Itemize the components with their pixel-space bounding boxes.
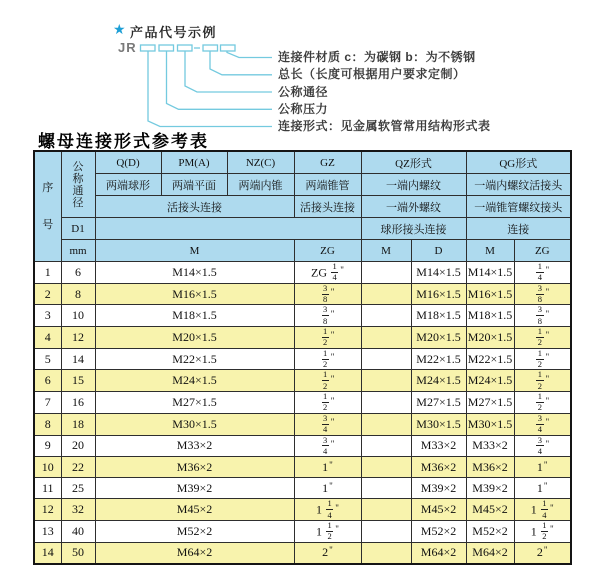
table-cell: M64×2 (466, 542, 514, 564)
table-cell: M14×1.5 (95, 262, 294, 284)
table-cell (361, 392, 411, 414)
table-cell: $\frac{3}{4}$ " (514, 413, 571, 435)
table-cell: $\frac{1}{2}$ " (294, 348, 361, 370)
table-cell: M36×2 (466, 457, 514, 478)
table-cell (361, 348, 411, 370)
header-row (34, 240, 571, 262)
table-cell: M30×1.5 (95, 413, 294, 435)
header-qg-code: QG形式 (466, 151, 571, 174)
table-cell: 1 $\frac{1}{4}$ " (514, 499, 571, 521)
header-qg-connection: 连接 (466, 218, 571, 240)
table-row (34, 262, 571, 284)
table-cell: M24×1.5 (411, 370, 466, 392)
code-box (159, 45, 174, 51)
table-row (34, 542, 571, 564)
table-cell (361, 542, 411, 564)
table-cell: M18×1.5 (411, 305, 466, 327)
table-body (34, 262, 571, 564)
diagram-heading: 产品代号示例 (130, 25, 218, 40)
table-cell: M20×1.5 (411, 327, 466, 349)
table-cell: 6 (61, 262, 95, 284)
table-cell: 1" (294, 478, 361, 499)
table-cell (361, 520, 411, 542)
table-cell: M52×2 (95, 520, 294, 542)
table-cell: 16 (61, 392, 95, 414)
table-cell: M52×2 (466, 520, 514, 542)
code-box (178, 45, 193, 51)
table-row (34, 413, 571, 435)
table-cell: 20 (61, 435, 95, 457)
table-cell: $\frac{1}{2}$ " (514, 327, 571, 349)
table-cell: M39×2 (95, 478, 294, 499)
header-qz-m: M (361, 240, 411, 262)
table-row (34, 457, 571, 478)
table-cell: M45×2 (95, 499, 294, 521)
table-cell: 14 (34, 542, 61, 564)
table-cell: M20×1.5 (95, 327, 294, 349)
table-cell: 9 (34, 435, 61, 457)
table-cell: M36×2 (95, 457, 294, 478)
table-cell: $\frac{3}{8}$ " (294, 283, 361, 305)
table-cell: $\frac{3}{4}$ " (294, 413, 361, 435)
table-cell: M16×1.5 (466, 283, 514, 305)
header-gz-code: GZ (294, 151, 361, 174)
table-cell: M18×1.5 (466, 305, 514, 327)
table-cell: $\frac{3}{8}$ " (294, 305, 361, 327)
callout-label: 公称压力 (278, 101, 329, 116)
code-box (141, 45, 156, 51)
table-cell (361, 457, 411, 478)
table-cell: 25 (61, 478, 95, 499)
header-nz-code: NZ(C) (227, 151, 294, 174)
table-cell: 4 (34, 327, 61, 349)
header-zg: ZG (294, 240, 361, 262)
table-cell: $\frac{1}{2}$ " (294, 327, 361, 349)
table-cell: 10 (34, 457, 61, 478)
table-cell: 6 (34, 370, 61, 392)
table-cell: M16×1.5 (411, 283, 466, 305)
table-cell: ZG $\frac{1}{4}$ " (294, 262, 361, 284)
table-cell: 1 $\frac{1}{2}$ " (294, 520, 361, 542)
table-cell: M24×1.5 (466, 370, 514, 392)
table-cell: $\frac{3}{8}$ " (514, 283, 571, 305)
table-cell: M22×1.5 (411, 348, 466, 370)
table-cell: 32 (61, 499, 95, 521)
header-qg-zg: ZG (514, 240, 571, 262)
table-cell: 1" (294, 457, 361, 478)
table-row (34, 499, 571, 521)
page-title: 螺母连接形式参考表 (38, 132, 209, 151)
table-cell: M33×2 (411, 435, 466, 457)
table-cell: 8 (61, 283, 95, 305)
table-cell: M14×1.5 (411, 262, 466, 284)
header-qg-desc2: 一端锥管螺纹接头 (466, 196, 571, 218)
table-cell: M27×1.5 (95, 392, 294, 414)
table-cell (361, 435, 411, 457)
table-cell (361, 499, 411, 521)
table-cell: M14×1.5 (466, 262, 514, 284)
table-cell: M45×2 (466, 499, 514, 521)
table-cell: M64×2 (411, 542, 466, 564)
table-cell: 1" (514, 457, 571, 478)
table-cell: 10 (61, 305, 95, 327)
table-row (34, 305, 571, 327)
table-row (34, 478, 571, 499)
table-cell: $\frac{1}{2}$ " (294, 392, 361, 414)
table-cell: 2 (34, 283, 61, 305)
callout-labels (278, 49, 491, 135)
header-pm-desc: 两端平面 (161, 174, 227, 196)
table-cell: M22×1.5 (466, 348, 514, 370)
table-cell: $\frac{3}{8}$ " (514, 305, 571, 327)
header-row (34, 196, 571, 218)
table-cell: 12 (61, 327, 95, 349)
table-cell: $\frac{1}{2}$ " (514, 370, 571, 392)
table-cell: M30×1.5 (466, 413, 514, 435)
callout-line (210, 51, 272, 75)
table-cell: M36×2 (411, 457, 466, 478)
header-qg-desc: 一端内螺纹活接头 (466, 174, 571, 196)
header-qz-code: QZ形式 (361, 151, 466, 174)
table-row (34, 348, 571, 370)
table-cell: 15 (61, 370, 95, 392)
table-cell: 1 $\frac{1}{4}$ " (294, 499, 361, 521)
table-cell: M39×2 (411, 478, 466, 499)
header-pm-code: PM(A) (161, 151, 227, 174)
table-cell (361, 478, 411, 499)
callout-line (227, 51, 272, 58)
table-cell (361, 262, 411, 284)
table-cell: 1" (514, 478, 571, 499)
table-cell: M64×2 (95, 542, 294, 564)
callout-label: 公称通径 (278, 84, 329, 99)
header-qz-desc: 一端内螺纹 (361, 174, 466, 196)
table-cell: 18 (61, 413, 95, 435)
table-row (34, 435, 571, 457)
header-union-connection: 活接头连接 (95, 196, 294, 218)
header-serial: 序 号 (34, 151, 61, 262)
table-cell: M18×1.5 (95, 305, 294, 327)
header-qg-m: M (466, 240, 514, 262)
table-cell: $\frac{1}{4}$ " (514, 262, 571, 284)
header-m: M (95, 240, 294, 262)
header-row (34, 218, 571, 240)
table-cell: 2" (294, 542, 361, 564)
table-cell: M16×1.5 (95, 283, 294, 305)
table-row (34, 520, 571, 542)
table-cell: $\frac{1}{2}$ " (514, 348, 571, 370)
star-icon: ★ (113, 21, 126, 37)
nut-connection-table (33, 150, 572, 565)
header-d1: D1 (61, 218, 95, 240)
table-cell: 1 (34, 262, 61, 284)
table-cell: M24×1.5 (95, 370, 294, 392)
table-cell: 7 (34, 392, 61, 414)
table-cell (361, 327, 411, 349)
table-cell: 2" (514, 542, 571, 564)
table-cell: 11 (34, 478, 61, 499)
header-unit-mm: mm (61, 240, 95, 262)
table-cell: 40 (61, 520, 95, 542)
table-cell: 1 $\frac{1}{2}$ " (514, 520, 571, 542)
callout-label: 连接件材质 c：为碳钢 b：为不锈钢 (278, 50, 476, 64)
code-box (221, 45, 236, 51)
table-cell (361, 305, 411, 327)
table-row (34, 327, 571, 349)
table-row (34, 370, 571, 392)
header-row (34, 174, 571, 196)
table-cell: M39×2 (466, 478, 514, 499)
table-cell: M52×2 (411, 520, 466, 542)
table-row (34, 392, 571, 414)
table-cell: 3 (34, 305, 61, 327)
table-cell: 13 (34, 520, 61, 542)
header-gz-desc: 两端锥管 (294, 174, 361, 196)
callout-line (167, 51, 273, 109)
callout-label: 总长（长度可根据用户要求定制） (278, 67, 466, 82)
table-cell: 12 (34, 499, 61, 521)
header-row (34, 151, 571, 174)
header-gz-connection: 活接头连接 (294, 196, 361, 218)
table-cell: M33×2 (466, 435, 514, 457)
table-cell: $\frac{1}{2}$ " (514, 392, 571, 414)
product-code-prefix: JR (118, 40, 137, 55)
header-q-code: Q(D) (95, 151, 161, 174)
table-cell (361, 283, 411, 305)
code-box (203, 45, 218, 51)
table-cell: 14 (61, 348, 95, 370)
header-blank (95, 218, 361, 240)
table-cell: M22×1.5 (95, 348, 294, 370)
table-cell: M30×1.5 (411, 413, 466, 435)
table-cell: 5 (34, 348, 61, 370)
header-nz-desc: 两端内锥 (227, 174, 294, 196)
table-cell: M20×1.5 (466, 327, 514, 349)
callout-label: 连接形式：见金属软管常用结构形式表 (278, 119, 491, 134)
table-cell: M45×2 (411, 499, 466, 521)
header-nominal-diameter: 公 称 通 径 (61, 151, 95, 218)
header-qz-desc2: 一端外螺纹 (361, 196, 466, 218)
table-cell: 22 (61, 457, 95, 478)
table-cell: M33×2 (95, 435, 294, 457)
table-cell: 50 (61, 542, 95, 564)
table-cell: $\frac{3}{4}$ " (294, 435, 361, 457)
table-cell: $\frac{1}{2}$ " (294, 370, 361, 392)
table-row (34, 283, 571, 305)
table-cell (361, 413, 411, 435)
table-cell: $\frac{3}{4}$ " (514, 435, 571, 457)
header-q-desc: 两端球形 (95, 174, 161, 196)
header-qz-d: D (411, 240, 466, 262)
table-cell: M27×1.5 (411, 392, 466, 414)
header-qz-connection: 球形接头连接 (361, 218, 466, 240)
table-cell: M27×1.5 (466, 392, 514, 414)
table-cell: 8 (34, 413, 61, 435)
table-cell (361, 370, 411, 392)
